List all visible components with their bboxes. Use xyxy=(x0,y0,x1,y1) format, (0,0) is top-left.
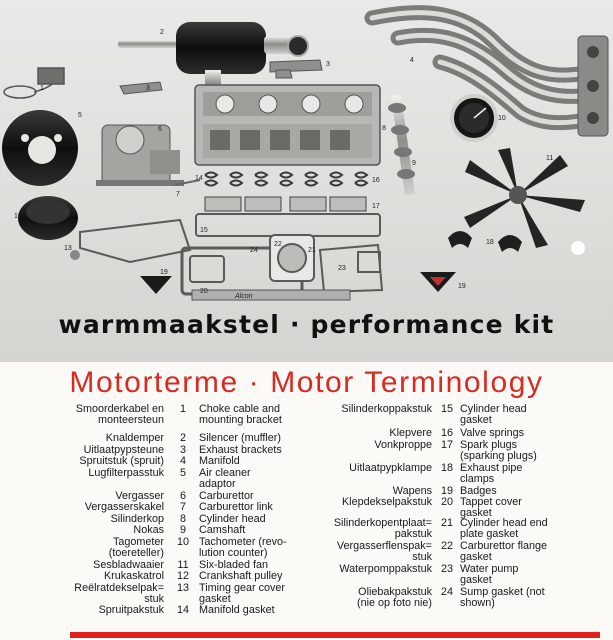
term-number: 22 xyxy=(440,540,453,552)
term-afrikaans: Klepdekselpakstuk xyxy=(341,496,432,508)
term-number: 20 xyxy=(440,496,453,508)
term-afrikaans: Nokas xyxy=(133,524,164,536)
term-english: Valve springs xyxy=(460,427,525,439)
term-afrikaans: Knaldemper xyxy=(105,432,164,444)
term-english: Manifold xyxy=(199,455,240,467)
term-number: 3 xyxy=(179,443,186,456)
callout-23: 23 xyxy=(338,265,346,272)
callout-19b: 19 xyxy=(458,283,466,290)
callout-10: 10 xyxy=(498,115,506,122)
bottom-red-rule xyxy=(70,632,600,638)
callout-20: 20 xyxy=(200,288,208,295)
term-english: Carburettor link xyxy=(199,501,273,513)
term-english: Exhaust brackets xyxy=(199,443,282,456)
term-english: Water pump gasket xyxy=(460,563,519,587)
term-number: 18 xyxy=(440,461,453,474)
term-afrikaans: Waterpomppakstuk xyxy=(339,563,432,575)
term-english: Manifold gasket xyxy=(199,603,275,616)
term-english: Crankshaft pulley xyxy=(199,570,283,582)
tachometer xyxy=(452,96,496,140)
air-cleaner-adaptor xyxy=(2,110,78,186)
callout-14: 14 xyxy=(195,175,203,182)
term-number: 23 xyxy=(440,563,453,575)
punch-hole xyxy=(571,241,585,255)
callout-16: 16 xyxy=(372,177,380,184)
term-afrikaans: Spruitpakstuk xyxy=(98,603,164,616)
term-afrikaans: Sesbladwaaier xyxy=(93,558,164,571)
term-afrikaans: Oliebakpakstuk (nie op foto nie) xyxy=(356,585,432,609)
term-afrikaans: Uitlaatpypklampe xyxy=(349,461,432,474)
term-afrikaans: Lugfilterpasstuk xyxy=(88,466,164,479)
callout-19a: 19 xyxy=(160,269,168,276)
term-english: Carburettor flange gasket xyxy=(460,540,548,564)
term-number: 12 xyxy=(176,570,189,582)
callout-18: 18 xyxy=(486,239,494,246)
callout-4: 4 xyxy=(410,57,414,64)
valve-springs xyxy=(205,173,367,186)
term-afrikaans: Vergasserskakel xyxy=(84,501,164,513)
gasket-brand-mark: Alcon xyxy=(235,293,253,300)
callout-13: 13 xyxy=(64,245,72,252)
callout-12: 12 xyxy=(14,213,22,220)
callout-1: 1 xyxy=(40,85,44,92)
callout-3b: 3 xyxy=(326,61,330,68)
term-afrikaans: Tagometer (toereteller) xyxy=(108,535,164,559)
six-bladed-fan xyxy=(464,148,585,248)
term-english: Tappet cover gasket xyxy=(460,496,522,520)
callout-22: 22 xyxy=(274,241,282,248)
callout-24: 24 xyxy=(250,247,258,254)
term-english: Cylinder head xyxy=(199,512,266,525)
term-english: Six-bladed fan xyxy=(199,558,269,571)
manifold-gasket xyxy=(192,290,350,300)
term-number: 5 xyxy=(179,466,186,479)
gaskets xyxy=(80,214,382,294)
term-afrikaans: Vergasserflenspak= stuk xyxy=(336,540,432,564)
term-afrikaans: Krukaskatrol xyxy=(103,570,164,582)
callout-3a: 3 xyxy=(146,85,150,92)
photo-caption: warmmaakstel · performance kit xyxy=(58,310,555,339)
callout-11: 11 xyxy=(546,155,554,162)
term-english: Exhaust pipe clamps xyxy=(460,461,523,485)
callout-8: 8 xyxy=(382,125,386,132)
term-number: 1 xyxy=(179,403,186,415)
term-number: 21 xyxy=(440,517,453,529)
term-afrikaans: Wapens xyxy=(392,484,432,497)
term-english: Air cleaner adaptor xyxy=(199,466,251,490)
cylinder-head xyxy=(195,85,380,165)
term-number: 4 xyxy=(179,455,186,467)
term-english: Silencer (muffler) xyxy=(199,432,281,444)
term-afrikaans: Reëlratdekselpak= stuk xyxy=(74,581,164,605)
term-number: 19 xyxy=(440,484,453,497)
exhaust-pipe-clamps xyxy=(448,231,522,252)
term-english: Carburettor xyxy=(199,489,254,502)
term-number: 11 xyxy=(177,558,189,571)
callout-6: 6 xyxy=(158,126,162,133)
term-afrikaans: Smoorderkabel en monteersteun xyxy=(75,403,164,427)
carburettor xyxy=(96,125,184,186)
terminology-heading: Motorterme · Motor Terminology xyxy=(69,366,544,399)
term-number: 8 xyxy=(179,512,186,525)
term-number: 15 xyxy=(440,403,453,415)
term-afrikaans: Silinderkopentplaat= pakstuk xyxy=(333,517,432,541)
term-number: 16 xyxy=(440,427,453,439)
callout-17: 17 xyxy=(372,203,380,210)
crankshaft-pulley xyxy=(18,196,78,240)
term-english: Timing gear cover gasket xyxy=(199,581,286,605)
camshaft xyxy=(388,95,415,195)
term-afrikaans: Silinderkoppakstuk xyxy=(341,403,432,415)
spark-plugs xyxy=(205,197,366,211)
term-number: 9 xyxy=(179,524,186,536)
term-afrikaans: Silinderkop xyxy=(110,512,164,525)
term-afrikaans: Vergasser xyxy=(115,489,164,502)
choke-cable xyxy=(4,68,64,98)
term-number: 7 xyxy=(179,501,186,513)
term-number: 24 xyxy=(440,585,453,598)
term-afrikaans: Spruitstuk (spruit) xyxy=(79,455,164,467)
term-number: 6 xyxy=(179,489,186,502)
callout-7: 7 xyxy=(176,191,180,198)
term-english: Spark plugs (sparking plugs) xyxy=(460,438,537,462)
term-english: Choke cable and mounting bracket xyxy=(199,403,282,427)
term-number: 14 xyxy=(176,603,189,616)
term-number: 2 xyxy=(179,432,186,444)
term-afrikaans: Vonkproppe xyxy=(374,438,432,451)
term-english: Tachometer (revo- lution counter) xyxy=(199,535,287,559)
term-afrikaans: Klepvere xyxy=(389,427,432,439)
term-number: 10 xyxy=(176,535,189,548)
term-english: Camshaft xyxy=(199,524,246,536)
term-english: Sump gasket (not shown) xyxy=(460,585,545,609)
callout-9: 9 xyxy=(412,160,416,167)
callout-2: 2 xyxy=(160,29,164,36)
term-number: 17 xyxy=(440,438,453,451)
term-english: Cylinder head end plate gasket xyxy=(460,517,548,541)
term-number: 13 xyxy=(176,581,189,594)
term-afrikaans: Uitlaatpypsteune xyxy=(83,443,164,456)
callout-5: 5 xyxy=(78,112,82,119)
term-english: Badges xyxy=(460,484,497,497)
term-english: Cylinder head gasket xyxy=(460,403,527,427)
callout-15: 15 xyxy=(200,227,208,234)
callout-21: 21 xyxy=(308,247,316,254)
